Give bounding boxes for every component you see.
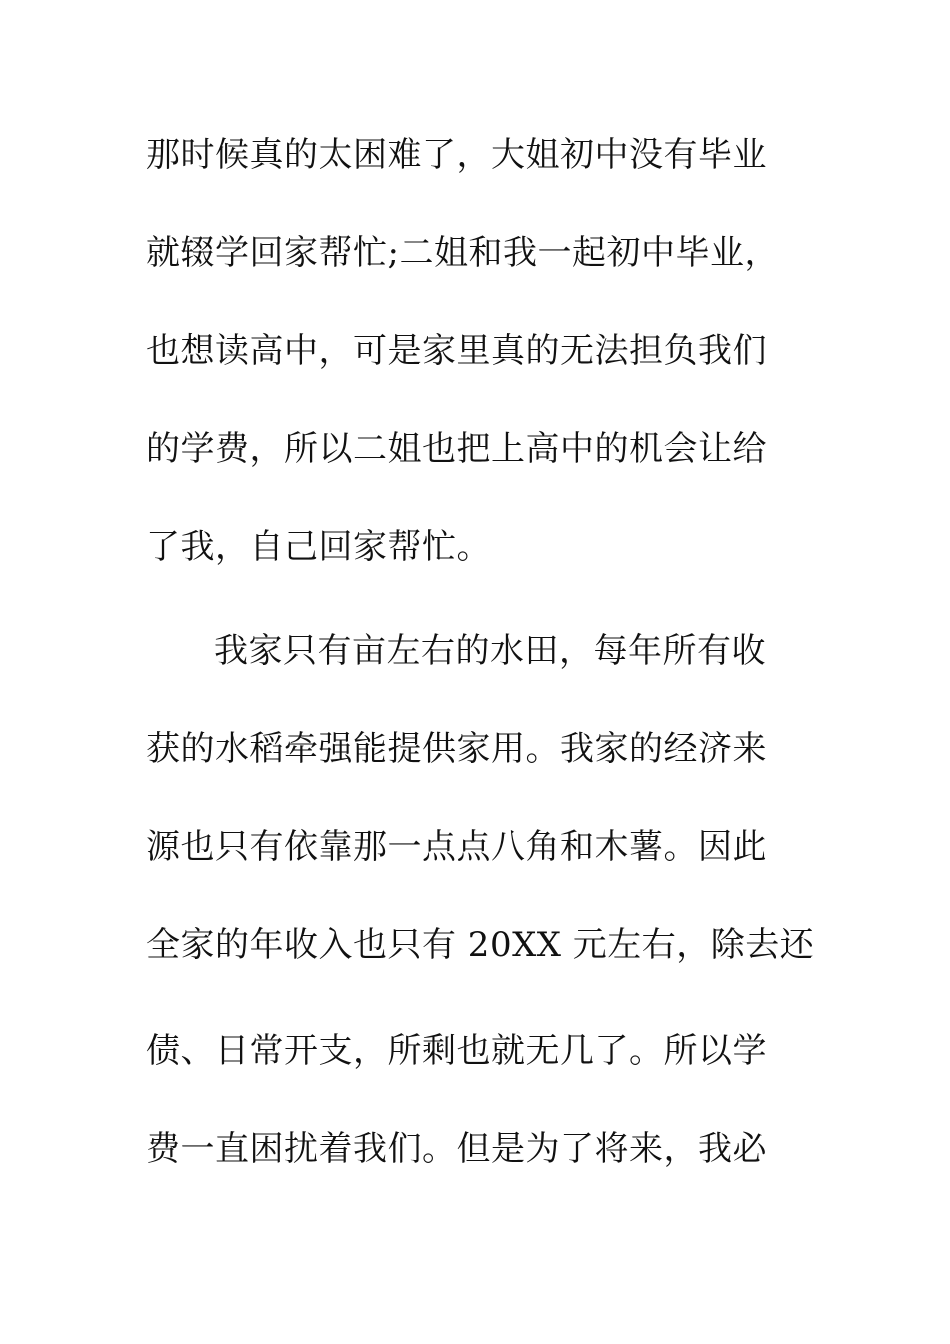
- text-line: 的学费，所以二姐也把上高中的机会让给: [146, 429, 767, 469]
- text-line: 费一直困扰着我们。但是为了将来，我必: [146, 1129, 767, 1169]
- text-line: 源也只有依靠那一点点八角和木薯。因此: [146, 827, 767, 867]
- text-line: 那时候真的太困难了，大姐初中没有毕业: [146, 135, 767, 175]
- text-line: 就辍学回家帮忙;二姐和我一起初中毕业，: [146, 233, 779, 273]
- text-line: 全家的年收入也只有 20XX 元左右，除去还: [146, 925, 815, 965]
- text-line: 债、日常开支，所剩也就无几了。所以学: [146, 1031, 767, 1071]
- text-line: 了我，自己回家帮忙。: [146, 527, 491, 567]
- paragraph-first-line: 我家只有亩左右的水田，每年所有收: [214, 631, 766, 671]
- text-line: 也想读高中，可是家里真的无法担负我们: [146, 331, 767, 371]
- text-line: 获的水稻牵强能提供家用。我家的经济来: [146, 729, 767, 769]
